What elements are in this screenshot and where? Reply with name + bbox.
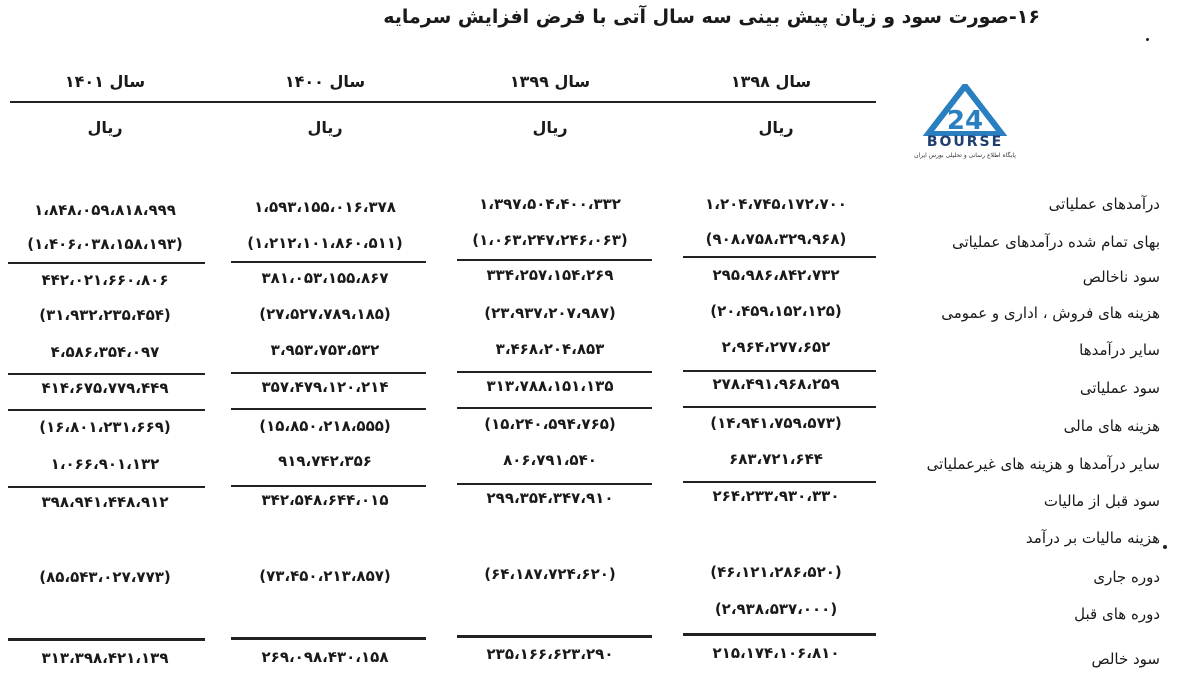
subtotal-rule: [8, 262, 205, 264]
scan-speck: [1163, 545, 1167, 549]
table-cell: (۶۴،۱۸۷،۷۲۴،۶۲۰): [484, 565, 616, 583]
table-cell: ۲۹۹،۳۵۴،۳۴۷،۹۱۰: [486, 489, 614, 507]
table-cell: ۱،۳۹۷،۵۰۴،۴۰۰،۳۳۲: [479, 195, 621, 213]
table-cell: ۳۱۳،۷۸۸،۱۵۱،۱۳۵: [486, 377, 614, 395]
table-cell: (۴۶،۱۲۱،۲۸۶،۵۲۰): [710, 563, 842, 581]
table-cell: ۴،۵۸۶،۳۵۴،۰۹۷: [50, 343, 160, 361]
row-label: سود قبل از مالیات: [1043, 492, 1160, 510]
table-cell: (۱،۰۶۳،۲۴۷،۲۴۶،۰۶۳): [472, 231, 628, 249]
logo-triangle-icon: [906, 84, 1024, 136]
column-header-1398: سال ۱۳۹۸: [730, 72, 812, 91]
table-cell: ۱،۲۰۴،۷۴۵،۱۷۲،۷۰۰: [705, 195, 847, 213]
table-cell: ۲۱۵،۱۷۴،۱۰۶،۸۱۰: [712, 644, 840, 662]
row-label: هزینه مالیات بر درآمد: [1025, 529, 1160, 547]
table-cell: (۱،۲۱۲،۱۰۱،۸۶۰،۵۱۱): [247, 234, 403, 252]
logo-word: BOURSE: [926, 134, 1004, 150]
table-cell: ۳۳۴،۲۵۷،۱۵۴،۲۶۹: [486, 266, 614, 284]
table-cell: (۲۳،۹۳۷،۲۰۷،۹۸۷): [484, 304, 616, 322]
bourse24-logo: [906, 84, 1026, 170]
table-cell: ۱،۰۶۶،۹۰۱،۱۳۲: [50, 455, 160, 473]
table-cell: ۳۴۲،۵۴۸،۶۴۴،۰۱۵: [261, 491, 389, 509]
table-cell: (۱،۴۰۶،۰۳۸،۱۵۸،۱۹۳): [27, 235, 183, 253]
row-label: سایر درآمدها و هزینه های غیرعملیاتی: [926, 455, 1160, 473]
row-label: سود خالص: [1091, 650, 1160, 668]
header-divider: [10, 101, 876, 103]
subtotal-rule: [8, 486, 205, 488]
table-cell: ۲۷۸،۴۹۱،۹۶۸،۲۵۹: [712, 375, 840, 393]
table-cell: ۳۱۳،۳۹۸،۴۲۱،۱۳۹: [41, 649, 169, 667]
total-rule: [683, 633, 876, 636]
table-cell: ۱،۸۴۸،۰۵۹،۸۱۸،۹۹۹: [34, 201, 176, 219]
table-cell: ۴۴۲،۰۲۱،۶۶۰،۸۰۶: [41, 271, 169, 289]
table-cell: ۸۰۶،۷۹۱،۵۴۰: [503, 451, 597, 469]
total-rule: [8, 638, 205, 641]
row-label: هزینه های فروش ، اداری و عمومی: [941, 304, 1160, 322]
row-label: دوره جاری: [1093, 568, 1160, 586]
table-cell: ۳۹۸،۹۴۱،۴۴۸،۹۱۲: [41, 493, 169, 511]
table-cell: ۴۱۴،۶۷۵،۷۷۹،۴۴۹: [41, 379, 169, 397]
subtotal-rule: [457, 259, 652, 261]
subtotal-rule: [683, 481, 876, 483]
row-label: هزینه های مالی: [1063, 417, 1160, 435]
column-header-1400: سال ۱۴۰۰: [284, 72, 366, 91]
table-cell: ۶۸۳،۷۲۱،۶۴۴: [729, 450, 823, 468]
column-unit-1399: ریال: [532, 118, 568, 137]
table-cell: (۲۷،۵۲۷،۷۸۹،۱۸۵): [259, 305, 391, 323]
table-cell: (۱۶،۸۰۱،۲۳۱،۶۶۹): [39, 418, 171, 436]
logo-subtitle: پایگاه اطلاع رسانی و تحلیلی بورس ایران: [914, 152, 1016, 159]
table-cell: (۷۳،۴۵۰،۲۱۳،۸۵۷): [259, 567, 391, 585]
table-cell: ۲۹۵،۹۸۶،۸۴۲،۷۳۲: [712, 266, 840, 284]
subtotal-rule: [457, 371, 652, 373]
table-cell: (۸۵،۵۴۳،۰۲۷،۷۷۳): [39, 568, 171, 586]
row-label: سود عملیاتی: [1079, 379, 1160, 397]
subtotal-rule: [8, 373, 205, 375]
row-label: سود ناخالص: [1082, 268, 1160, 286]
subtotal-rule: [231, 372, 426, 374]
page-title: ۱۶-صورت سود و زیان پیش بینی سه سال آتی با فرض افزایش سرمایه: [383, 6, 1040, 28]
subtotal-rule: [683, 256, 876, 258]
table-cell: (۱۵،۲۴۰،۵۹۴،۷۶۵): [484, 415, 616, 433]
table-cell: ۲۶۹،۰۹۸،۴۳۰،۱۵۸: [261, 648, 389, 666]
subtotal-rule: [457, 483, 652, 485]
column-unit-1398: ریال: [758, 118, 794, 137]
subtotal-rule: [231, 485, 426, 487]
table-cell: (۱۴،۹۴۱،۷۵۹،۵۷۳): [710, 414, 842, 432]
table-cell: ۲۳۵،۱۶۶،۶۲۳،۲۹۰: [486, 645, 614, 663]
row-label: سایر درآمدها: [1079, 341, 1160, 359]
total-rule: [457, 635, 652, 638]
subtotal-rule: [8, 409, 205, 411]
row-label: درآمدهای عملیاتی: [1048, 195, 1160, 213]
table-cell: ۳۸۱،۰۵۳،۱۵۵،۸۶۷: [261, 269, 389, 287]
table-cell: ۹۱۹،۷۴۲،۳۵۶: [278, 452, 372, 470]
column-header-1399: سال ۱۳۹۹: [509, 72, 591, 91]
row-label: دوره های قبل: [1074, 605, 1160, 623]
table-cell: ۳،۴۶۸،۲۰۴،۸۵۳: [495, 340, 605, 358]
table-cell: ۲،۹۶۴،۲۷۷،۶۵۲: [721, 338, 831, 356]
table-cell: ۳۵۷،۴۷۹،۱۲۰،۲۱۴: [261, 378, 389, 396]
subtotal-rule: [457, 407, 652, 409]
column-unit-1401: ریال: [87, 118, 123, 137]
table-cell: (۲۰،۴۵۹،۱۵۲،۱۲۵): [710, 302, 842, 320]
svg-text:24: 24: [946, 106, 984, 136]
table-cell: (۳۱،۹۳۲،۲۳۵،۴۵۴): [39, 306, 171, 324]
table-cell: ۲۶۴،۲۳۳،۹۳۰،۳۳۰: [712, 487, 840, 505]
table-cell: (۲،۹۳۸،۵۳۷،۰۰۰): [714, 600, 838, 618]
scan-speck: [1146, 38, 1149, 41]
subtotal-rule: [231, 408, 426, 410]
table-cell: ۱،۵۹۳،۱۵۵،۰۱۶،۳۷۸: [254, 198, 396, 216]
total-rule: [231, 637, 426, 640]
table-cell: ۳،۹۵۳،۷۵۳،۵۳۲: [270, 341, 380, 359]
subtotal-rule: [231, 261, 426, 263]
column-header-1401: سال ۱۴۰۱: [64, 72, 146, 91]
subtotal-rule: [683, 406, 876, 408]
table-cell: (۱۵،۸۵۰،۲۱۸،۵۵۵): [259, 417, 391, 435]
subtotal-rule: [683, 370, 876, 372]
column-unit-1400: ریال: [307, 118, 343, 137]
row-label: بهای تمام شده درآمدهای عملیاتی: [951, 233, 1160, 251]
table-cell: (۹۰۸،۷۵۸،۳۲۹،۹۶۸): [705, 230, 847, 248]
